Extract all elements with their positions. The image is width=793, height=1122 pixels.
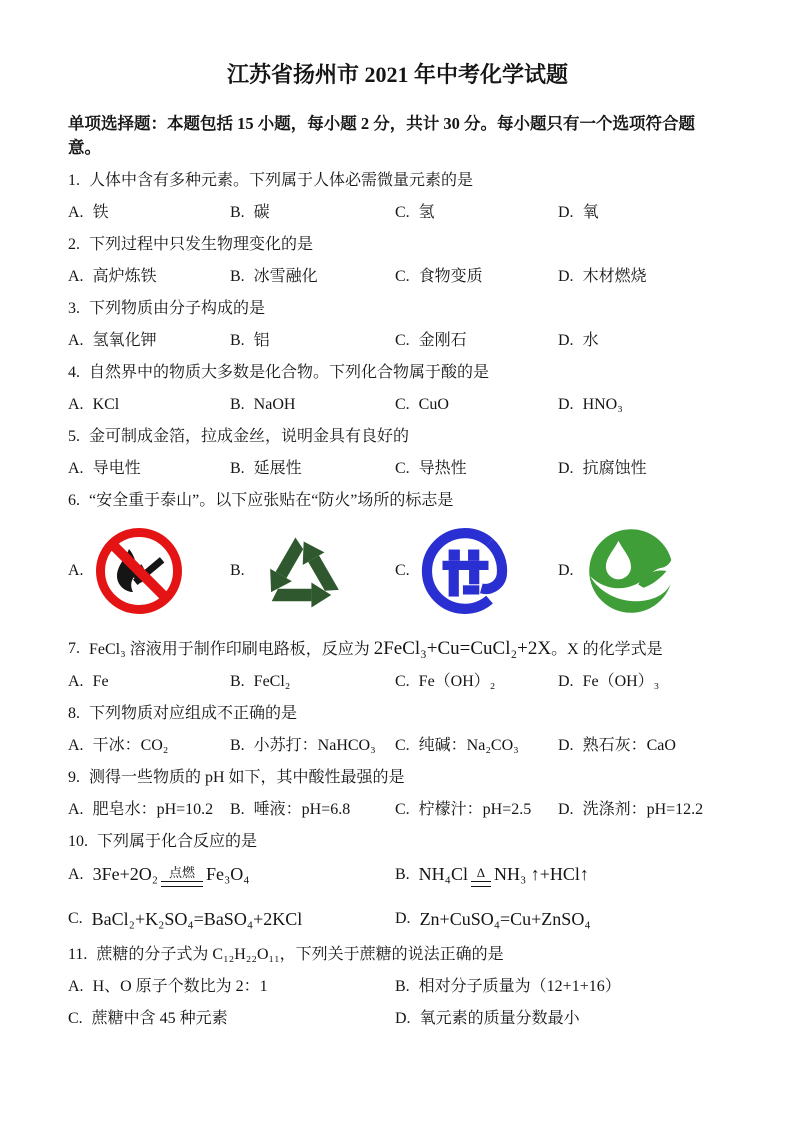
option-2b: B. 冰雪融化 [230,268,318,285]
option-10b: B. NH₄Cl Δ NH₃ ↑+HCl↑ [395,862,727,887]
question-number: 1. [68,172,80,189]
question-2-stem [68,233,727,257]
chemical-equation: NH₄Cl Δ NH₃ ↑+HCl↑ [419,862,589,887]
option-10c: C. BaCl₂+K₂SO₄=BaSO₄+2KCl [68,909,303,929]
option-5a: A. 导电性 [68,460,141,477]
question-3-stem [68,297,727,321]
question-4-options [68,393,727,417]
option-6c: C. [395,521,558,621]
recycling-icon [255,523,349,619]
option-8b: B. 小苏打：NaHCO₃ [230,737,376,754]
option-7c: C. Fe（OH）₂ [395,673,496,690]
option-9d: D. 洗涤剂：pH=12.2 [558,801,704,818]
question-11-options-ab [68,975,727,999]
stem-text: 下列物质由分子构成的是 [89,300,266,317]
question-number: 3. [68,300,80,317]
question-1-options [68,201,727,225]
question-10-options-cd [68,907,727,931]
stem-text: 自然界中的物质大多数是化合物。下列化合物属于酸的是 [89,364,490,381]
option-4b: B. NaOH [230,396,296,413]
question-11-options-cd [68,1007,727,1031]
stem-text: 蔗糖的分子式为 C₁₂H₂₂O₁₁，下列关于蔗糖的说法正确的是 [96,946,504,963]
stem-text: “安全重于泰山”。以下应张贴在“防火”场所的标志是 [89,492,454,509]
option-6a: A. [68,521,230,621]
option-2c: C. 食物变质 [395,268,483,285]
stem-text: 下列物质对应组成不正确的是 [89,705,298,722]
blue-conservation-logo-icon [420,524,512,618]
option-5c: C. 导热性 [395,460,467,477]
stem-text: 金可制成金箔，拉成金丝，说明金具有良好的 [89,428,410,445]
question-number: 5. [68,428,80,445]
option-2a: A. 高炉炼铁 [68,268,157,285]
chemical-equation: 3Fe+2O₂ 点燃 Fe₃O₄ [93,862,250,887]
question-3-options [68,329,727,353]
double-line-equals [471,881,491,887]
option-3b: B. 铝 [230,332,270,349]
stem-text: 测得一些物质的 pH 如下，其中酸性最强的是 [89,769,405,786]
question-number: 6. [68,492,80,509]
option-4a: A. KCl [68,396,120,413]
question-6-options [68,521,727,621]
question-8-stem [68,702,727,726]
option-7d: D. Fe（OH）₃ [558,673,660,690]
option-5b: B. 延展性 [230,460,302,477]
option-6d: D. [558,521,727,621]
question-2-options [68,265,727,289]
question-6-stem [68,489,727,513]
question-9-options [68,798,727,822]
question-7-options [68,670,727,694]
option-11b: B. 相对分子质量为（12+1+16） [395,978,621,995]
question-11-stem [68,943,727,967]
stem-text: 人体中含有多种元素。下列属于人体必需微量元素的是 [89,172,474,189]
question-number: 11. [68,946,88,963]
option-8d: D. 熟石灰：CaO [558,737,676,754]
option-2d: D. 木材燃烧 [558,268,647,285]
water-saving-logo-icon [584,523,678,619]
option-7b: B. FeCl₂ [230,673,291,690]
option-3d: D. 水 [558,332,599,349]
option-10a: A. 3Fe+2O₂ 点燃 Fe₃O₄ [68,862,395,887]
question-number: 10. [68,833,88,850]
no-open-flames-icon [94,524,184,618]
question-number: 2. [68,236,80,253]
option-8a: A. 干冰：CO₂ [68,737,169,754]
stem-text: 下列过程中只发生物理变化的是 [89,236,314,253]
option-1a: A. 铁 [68,204,109,221]
question-5-stem [68,425,727,449]
question-5-options [68,457,727,481]
option-4d: D. HNO₃ [558,396,623,413]
option-8c: C. 纯碱：Na₂CO₃ [395,737,519,754]
stem-text: FeCl₃ 溶液用于制作印刷电路板，反应为 2FeCl₃+Cu=CuCl₂+2X。X 的化学式是 [89,638,663,659]
option-9a: A. 肥皂水：pH=10.2 [68,801,214,818]
question-10-stem [68,830,727,854]
option-11a: A. H、O 原子个数比为 2：1 [68,978,268,995]
exam-title: 江苏省扬州市 2021 年中考化学试题 [226,62,568,87]
option-5d: D. 抗腐蚀性 [558,460,647,477]
question-7-stem [68,637,727,662]
option-7a: A. Fe [68,673,109,690]
section-instructions: 单项选择题：本题包括 15 小题，每小题 2 分，共计 30 分。每小题只有一个选项符合题意。 [68,114,695,157]
option-9b: B. 唾液：pH=6.8 [230,801,351,818]
question-number: 7. [68,640,80,657]
question-9-stem [68,766,727,790]
option-11c: C. 蔗糖中含 45 种元素 [68,1010,228,1027]
option-6b: B. [230,521,395,621]
question-number: 9. [68,769,80,786]
option-4c: C. CuO [395,396,449,413]
option-3a: A. 氢氧化钾 [68,332,157,349]
reaction-equation: 2FeCl₃+Cu=CuCl₂+2X [373,638,552,659]
option-1d: D. 氧 [558,204,599,221]
reaction-condition: 点燃 [161,865,203,887]
option-9c: C. 柠檬汁：pH=2.5 [395,801,532,818]
question-1-stem [68,169,727,193]
option-11d: D. 氧元素的质量分数最小 [395,1010,580,1027]
option-1b: B. 碳 [230,204,270,221]
question-number: 4. [68,364,80,381]
question-4-stem [68,361,727,385]
stem-text: 下列属于化合反应的是 [97,833,258,850]
question-number: 8. [68,705,80,722]
reaction-condition: Δ [471,865,491,887]
option-3c: C. 金刚石 [395,332,467,349]
option-1c: C. 氢 [395,204,435,221]
question-10-options-ab [68,862,727,887]
option-10d: D. Zn+CuSO₄=Cu+ZnSO₄ [395,909,591,929]
question-8-options [68,734,727,758]
double-line-equals [161,881,203,887]
